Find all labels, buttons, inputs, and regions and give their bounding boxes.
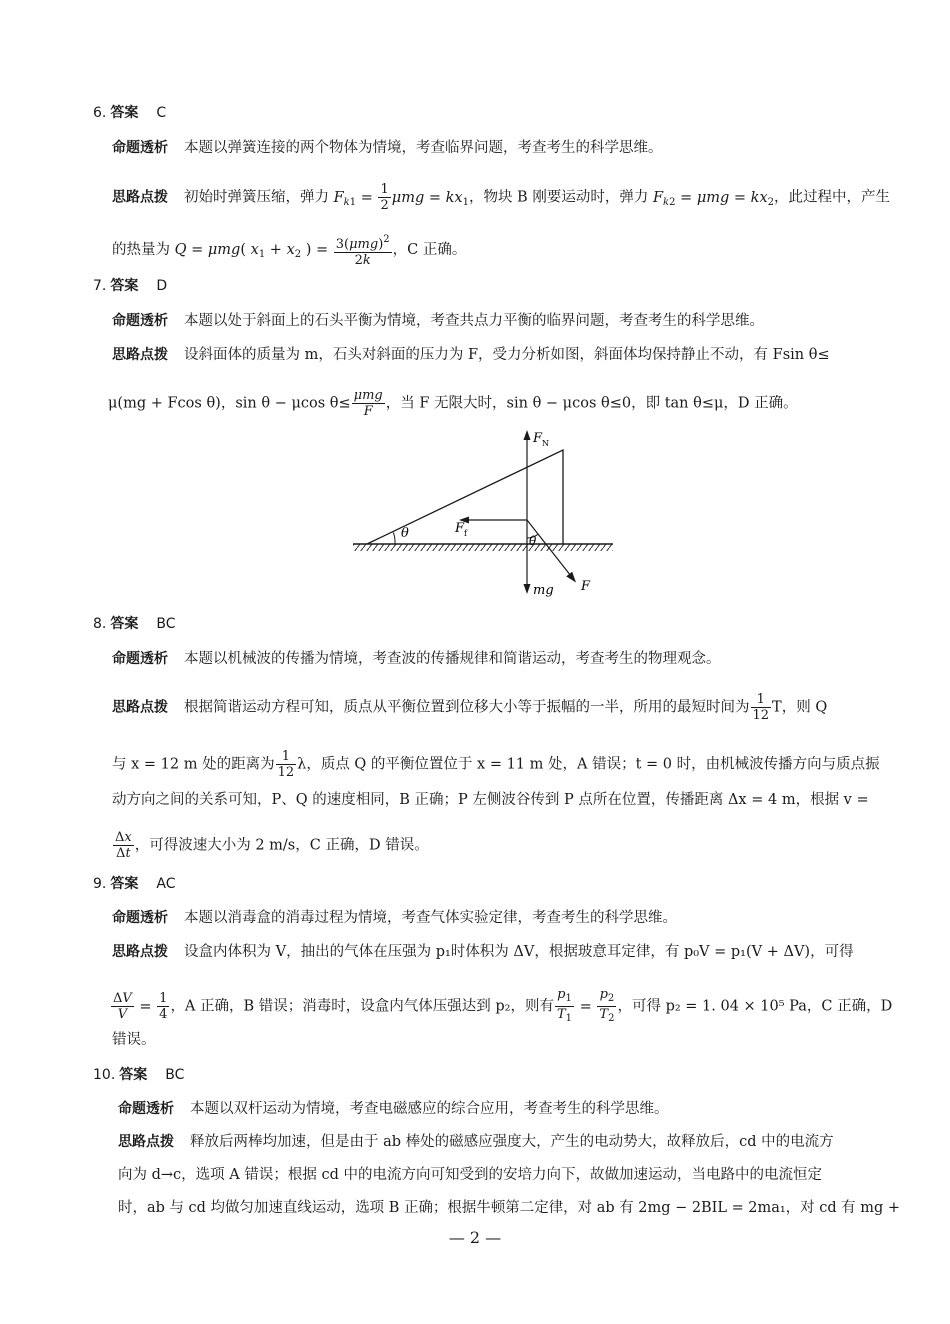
q9-hint-label: 思路点拨 xyxy=(112,944,168,960)
q8-formula-1-12-lambda: $\frac{1}{12}$ xyxy=(277,749,295,780)
q9-number: 9. xyxy=(93,876,107,892)
q7-hint-label: 思路点拨 xyxy=(112,347,168,363)
q7-hint-text-b: μ(mg + Fcos θ)，sin θ − μcos θ≤ xyxy=(108,395,351,412)
q9-answer-label: 答案 xyxy=(110,876,139,892)
q8-hint-text-f: ，可得波速大小为 2 m/s，C 正确，D 错误。 xyxy=(134,837,429,854)
q7-force-diagram xyxy=(345,420,625,602)
q7-answer-line xyxy=(93,277,167,295)
q8-hint-text-c: 与 x = 12 m 处的距离为 xyxy=(112,756,275,773)
q9-formula-p-t: $\frac{p_1}{T_1}$ = $\frac{p_2}{T_2}$ xyxy=(557,987,615,1024)
q7-analysis-label: 命题透析 xyxy=(112,313,168,329)
q8-hint-line2 xyxy=(112,749,880,780)
q9-hint-text-b: ，A 正确，B 错误；消毒时，设盒内气体压强达到 p₂，则有 xyxy=(170,998,554,1015)
q9-hint-line3 xyxy=(112,1031,156,1049)
q9-hint-text-d: 错误。 xyxy=(112,1032,156,1048)
q7-analysis-text: 本题以处于斜面上的石头平衡为情境，考查共点力平衡的临界问题，考查考生的科学思维。 xyxy=(184,313,764,329)
q6-formula-q: Q = μmg( $x_1 + x_2$ ) = $\frac{3(\mu mg)^2}{2k}$ xyxy=(174,234,390,268)
q9-answer-line xyxy=(93,875,175,893)
q6-hint-text-d: 的热量为 xyxy=(112,242,175,258)
q10-hint-line3 xyxy=(118,1199,900,1217)
q9-analysis-label: 命题透析 xyxy=(112,910,168,926)
q6-analysis-label: 命题透析 xyxy=(112,140,168,156)
q6-hint-line1 xyxy=(112,182,890,213)
fn-label: $F_N$ xyxy=(533,431,550,448)
q8-analysis-line xyxy=(112,650,721,668)
q8-formula-1-12-t: $\frac{1}{12}$ xyxy=(752,692,770,723)
q7-hint-text-a: 设斜面体的质量为 m，石头对斜面的压力为 F，受力分析如图，斜面体均保持静止不动，有 Fsin θ≤ xyxy=(184,347,830,363)
q7-number: 7. xyxy=(93,278,107,294)
q10-analysis-label: 命题透析 xyxy=(118,1101,174,1117)
q9-analysis-line xyxy=(112,909,677,927)
q8-answer-line xyxy=(93,615,176,633)
incline-angle-arc xyxy=(393,532,395,544)
q6-number: 6. xyxy=(93,105,107,121)
q10-number: 10. xyxy=(93,1067,116,1083)
q8-analysis-text: 本题以机械波的传播为情境，考查波的传播规律和简谐运动，考查考生的物理观念。 xyxy=(184,651,721,667)
q6-hint-text-b: ，物块 B 刚要运动时，弹力 xyxy=(468,189,653,206)
q9-answer: AC xyxy=(156,876,176,892)
q8-answer-label: 答案 xyxy=(110,616,139,632)
q9-hint-line1 xyxy=(112,943,854,961)
q6-analysis-text: 本题以弹簧连接的两个物体为情境，考查临界问题，考查考生的科学思维。 xyxy=(184,140,663,156)
q9-hint-line2 xyxy=(110,987,892,1026)
q6-hint-text-c: ，此过程中，产生 xyxy=(774,189,890,206)
mg-label: mg xyxy=(533,583,554,598)
q6-hint-line2 xyxy=(112,232,466,268)
q7-hint-line2 xyxy=(108,388,798,419)
q6-hint-text-a: 初始时弹簧压缩，弹力 xyxy=(184,189,334,206)
q8-hint-line1 xyxy=(112,692,827,723)
q10-answer-label: 答案 xyxy=(119,1067,148,1083)
q9-hint-text-a: 设盒内体积为 V，抽出的气体在压强为 p₁时体积为 ΔV，根据玻意耳定律，有 p₀V = p₁(V + ΔV)，可得 xyxy=(184,944,854,960)
theta-label-1: θ xyxy=(401,526,409,541)
f-label: F xyxy=(581,579,591,594)
q9-hint-text-c: ，可得 p₂ = 1. 04 × 10⁵ Pa，C 正确，D xyxy=(617,998,893,1015)
ff-label: $F_f$ xyxy=(455,521,467,538)
q10-answer-line xyxy=(93,1066,184,1084)
q6-hint-text-e: ，C 正确。 xyxy=(392,242,467,258)
q6-answer-label: 答案 xyxy=(110,105,139,121)
q10-hint-line2 xyxy=(118,1166,822,1184)
q10-hint-text-a: 释放后两棒均加速，但是由于 ab 棒处的磁感应强度大，产生的电动势大，故释放后，cd 中的电流方 xyxy=(190,1134,834,1150)
q9-formula-dv-v: $\frac{\Delta V}{V}$ = $\frac{1}{4}$ xyxy=(113,991,168,1022)
q7-hint-line1 xyxy=(112,346,830,364)
q10-hint-text-c: 时，ab 与 cd 均做匀加速直线运动，选项 B 正确；根据牛顿第二定律，对 ab 有 2mg − 2BIL = 2ma₁，对 cd 有 mg + xyxy=(118,1200,900,1216)
gravity-arrowhead xyxy=(524,584,531,594)
q10-hint-line1 xyxy=(118,1133,834,1151)
page-number: — 2 — xyxy=(448,1228,502,1247)
q10-analysis-text: 本题以双杆运动为情境，考查电磁感应的综合应用，考查考生的科学思维。 xyxy=(190,1101,669,1117)
q8-hint-text-b: T，则 Q xyxy=(772,699,828,716)
q10-analysis-line xyxy=(118,1100,669,1118)
q6-answer: C xyxy=(156,105,167,121)
q8-hint-text-e: 动方向之间的关系可知，P、Q 的速度相同，B 正确；P 左侧波谷传到 P 点所在位置，传播距离 Δx = 4 m，根据 v = xyxy=(112,792,869,808)
q7-answer-label: 答案 xyxy=(110,278,139,294)
q10-hint-text-b: 向为 d→c，选项 A 错误；根据 cd 中的电流方向可知受到的安培力向下，故做加速运动，当电路中的电流恒定 xyxy=(118,1167,822,1183)
q6-analysis-line xyxy=(112,139,663,157)
q7-analysis-line xyxy=(112,312,764,330)
q6-answer-line xyxy=(93,104,166,122)
q9-analysis-text: 本题以消毒盒的消毒过程为情境，考查气体实验定律，考查考生的科学思维。 xyxy=(184,910,677,926)
q8-hint-line3 xyxy=(112,791,869,809)
ground-hatching xyxy=(353,544,613,551)
q8-hint-label: 思路点拨 xyxy=(112,699,168,716)
q8-hint-text-d: λ，质点 Q 的平衡位置位于 x = 11 m 处，A 错误；t = 0 时，由机械波传播方向与质点振 xyxy=(297,756,880,773)
q8-hint-line4 xyxy=(112,830,429,861)
q8-hint-text-a: 根据简谐运动方程可知，质点从平衡位置到位移大小等于振幅的一半，所用的最短时间为 xyxy=(184,699,750,716)
q8-analysis-label: 命题透析 xyxy=(112,651,168,667)
q7-hint-text-c: ，当 F 无限大时，sin θ − μcos θ≤0，即 tan θ≤μ，D 正确。 xyxy=(385,395,798,412)
q6-formula-fk2: $F_{k2} = \mu mg = kx_2$ xyxy=(652,189,774,208)
q6-hint-label: 思路点拨 xyxy=(112,189,168,206)
theta-label-2: θ xyxy=(529,534,537,548)
q10-hint-label: 思路点拨 xyxy=(118,1134,174,1150)
q8-formula-dx-dt: $\frac{\Delta x}{\Delta t}$ xyxy=(115,830,132,861)
q6-formula-fk1: $F_{k1}$ = $\frac{1}{2}$ $\mu mg = kx_1$ xyxy=(333,182,469,213)
pressure-force-arrowhead xyxy=(566,572,576,583)
q7-formula-mumg-f: $\frac{\text{μmg}}{F}$ xyxy=(353,388,383,419)
normal-force-arrowhead xyxy=(524,430,531,440)
q8-number: 8. xyxy=(93,616,107,632)
q8-answer: BC xyxy=(156,616,176,632)
q7-answer: D xyxy=(156,278,168,294)
q10-answer: BC xyxy=(165,1067,185,1083)
